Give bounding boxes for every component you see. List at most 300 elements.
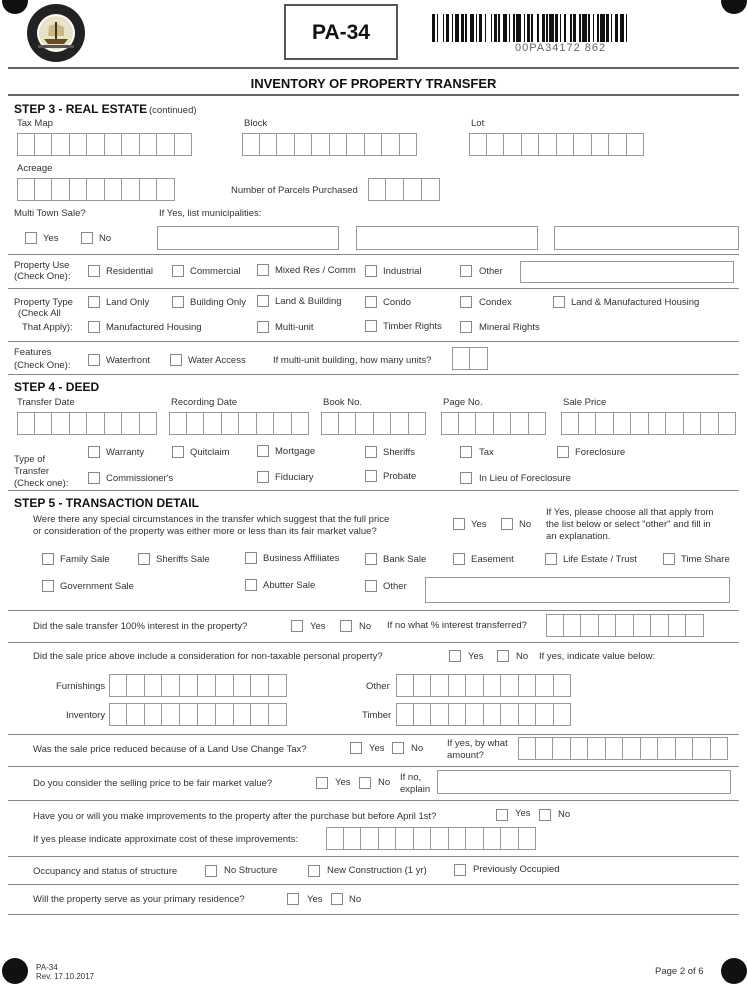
- entry-cell[interactable]: [396, 674, 414, 697]
- q5-text: Do you consider the selling price to be fair market value?: [33, 778, 273, 789]
- deed-sheriffs-checkbox[interactable]: [365, 446, 377, 458]
- entry-cell[interactable]: [145, 703, 163, 726]
- entry-cell[interactable]: [466, 674, 484, 697]
- circ-abutter-checkbox[interactable]: [245, 579, 257, 591]
- entry-cell[interactable]: [470, 347, 488, 370]
- q5-no-checkbox[interactable]: [359, 777, 371, 789]
- entry-cell[interactable]: [711, 737, 729, 760]
- acreage-label: Acreage: [17, 163, 53, 174]
- type-manufactured-checkbox[interactable]: [88, 321, 100, 333]
- entry-cell[interactable]: [105, 412, 123, 435]
- q1-yes-label: Yes: [471, 519, 487, 530]
- q4-no-label: No: [411, 743, 424, 754]
- entry-cell[interactable]: [162, 674, 180, 697]
- entry-cell[interactable]: [676, 737, 694, 760]
- entry-cell[interactable]: [105, 178, 123, 201]
- entry-cell[interactable]: [466, 827, 484, 850]
- type-condo-label: Condo: [383, 297, 411, 308]
- q8-no-label: No: [349, 894, 362, 905]
- barcode-bar: [513, 14, 515, 42]
- step3-heading: STEP 3 - REAL ESTATE: [14, 102, 148, 116]
- q3-no-label: No: [516, 651, 529, 662]
- entry-cell[interactable]: [557, 133, 575, 156]
- entry-cell[interactable]: [109, 674, 127, 697]
- book-no-field[interactable]: [321, 412, 426, 435]
- type-condo-checkbox[interactable]: [365, 296, 377, 308]
- q2-yes-checkbox[interactable]: [291, 620, 303, 632]
- entry-cell[interactable]: [684, 412, 702, 435]
- entry-cell[interactable]: [251, 703, 269, 726]
- type-multi-unit-label: Multi-unit: [275, 322, 314, 333]
- circ-life-estate-checkbox[interactable]: [545, 553, 557, 565]
- barcode-bar: [485, 14, 487, 42]
- entry-cell[interactable]: [651, 614, 669, 637]
- transfer-type-sublabel-1: Transfer: [14, 466, 50, 477]
- occ-no-structure-label: No Structure: [224, 865, 278, 876]
- entry-cell[interactable]: [157, 178, 175, 201]
- entry-cell[interactable]: [574, 133, 592, 156]
- entry-cell[interactable]: [686, 614, 704, 637]
- entry-cell[interactable]: [162, 703, 180, 726]
- entry-cell[interactable]: [260, 133, 278, 156]
- municipality-field-3[interactable]: [554, 226, 739, 250]
- circ-other-field[interactable]: [425, 577, 730, 603]
- circ-easement-checkbox[interactable]: [453, 553, 465, 565]
- entry-cell[interactable]: [666, 412, 684, 435]
- entry-cell[interactable]: [277, 133, 295, 156]
- deed-probate-checkbox[interactable]: [365, 470, 377, 482]
- entry-cell[interactable]: [599, 614, 617, 637]
- circ-business-checkbox[interactable]: [245, 552, 257, 564]
- entry-cell[interactable]: [400, 133, 418, 156]
- entry-cell[interactable]: [592, 133, 610, 156]
- entry-cell[interactable]: [321, 412, 339, 435]
- entry-cell[interactable]: [140, 178, 158, 201]
- entry-cell[interactable]: [396, 703, 414, 726]
- type-condex-checkbox[interactable]: [460, 296, 472, 308]
- entry-cell[interactable]: [414, 674, 432, 697]
- entry-cell[interactable]: [105, 133, 123, 156]
- use-residential-label: Residential: [106, 266, 153, 277]
- entry-cell[interactable]: [17, 412, 35, 435]
- q6-no-checkbox[interactable]: [539, 809, 551, 821]
- entry-cell[interactable]: [539, 133, 557, 156]
- entry-cell[interactable]: [554, 703, 572, 726]
- barcode-bar: [570, 14, 572, 42]
- block-label: Block: [244, 118, 268, 129]
- entry-cell[interactable]: [122, 133, 140, 156]
- entry-cell[interactable]: [361, 827, 379, 850]
- barcode-bar: [611, 14, 613, 42]
- deed-mortgage-checkbox[interactable]: [257, 445, 269, 457]
- municipality-field-1[interactable]: [157, 226, 339, 250]
- transfer-date-field[interactable]: [17, 412, 157, 435]
- entry-cell[interactable]: [484, 674, 502, 697]
- barcode-bar: [573, 14, 576, 42]
- entry-cell[interactable]: [476, 412, 494, 435]
- entry-cell[interactable]: [449, 674, 467, 697]
- entry-cell[interactable]: [554, 674, 572, 697]
- acreage-field[interactable]: [17, 178, 175, 201]
- entry-cell[interactable]: [251, 674, 269, 697]
- entry-cell[interactable]: [35, 412, 53, 435]
- entry-cell[interactable]: [17, 133, 35, 156]
- type-land-manufactured-checkbox[interactable]: [553, 296, 565, 308]
- entry-cell[interactable]: [501, 674, 519, 697]
- barcode-bar: [479, 14, 482, 42]
- entry-cell[interactable]: [627, 133, 645, 156]
- q4-yes-checkbox[interactable]: [350, 742, 362, 754]
- entry-cell[interactable]: [614, 412, 632, 435]
- entry-cell[interactable]: [631, 412, 649, 435]
- entry-cell[interactable]: [649, 412, 667, 435]
- entry-cell[interactable]: [216, 703, 234, 726]
- entry-cell[interactable]: [669, 614, 687, 637]
- q5-yes-checkbox[interactable]: [316, 777, 328, 789]
- circ-bank-label: Bank Sale: [383, 554, 427, 565]
- q5-explain-field[interactable]: [437, 770, 731, 794]
- entry-cell[interactable]: [466, 703, 484, 726]
- entry-cell[interactable]: [518, 737, 536, 760]
- entry-cell[interactable]: [127, 703, 145, 726]
- occ-no-structure-checkbox[interactable]: [205, 865, 217, 877]
- entry-cell[interactable]: [109, 703, 127, 726]
- entry-cell[interactable]: [606, 737, 624, 760]
- q2-percent-field[interactable]: [546, 614, 704, 637]
- entry-cell[interactable]: [484, 827, 502, 850]
- entry-cell[interactable]: [180, 674, 198, 697]
- entry-cell[interactable]: [242, 133, 260, 156]
- entry-cell[interactable]: [140, 133, 158, 156]
- entry-cell[interactable]: [571, 737, 589, 760]
- entry-cell[interactable]: [596, 412, 614, 435]
- multi-town-yes-checkbox[interactable]: [25, 232, 37, 244]
- entry-cell[interactable]: [579, 412, 597, 435]
- use-industrial-checkbox[interactable]: [365, 265, 377, 277]
- entry-cell[interactable]: [616, 614, 634, 637]
- use-other-label: Other: [479, 266, 503, 277]
- circ-time-share-checkbox[interactable]: [663, 553, 675, 565]
- deed-foreclosure-checkbox[interactable]: [557, 446, 569, 458]
- entry-cell[interactable]: [339, 412, 357, 435]
- use-commercial-checkbox[interactable]: [172, 265, 184, 277]
- entry-cell[interactable]: [422, 178, 440, 201]
- entry-cell[interactable]: [449, 827, 467, 850]
- entry-cell[interactable]: [145, 674, 163, 697]
- q1-yes-checkbox[interactable]: [453, 518, 465, 530]
- entry-cell[interactable]: [326, 827, 344, 850]
- entry-cell[interactable]: [414, 703, 432, 726]
- entry-cell[interactable]: [35, 133, 53, 156]
- use-other-field[interactable]: [520, 261, 734, 283]
- entry-cell[interactable]: [452, 347, 470, 370]
- entry-cell[interactable]: [553, 737, 571, 760]
- entry-cell[interactable]: [169, 412, 187, 435]
- q4-amount-field[interactable]: [518, 737, 728, 760]
- q8-text: Will the property serve as your primary residence?: [33, 894, 245, 905]
- property-use-label: Property Use: [14, 260, 70, 271]
- entry-cell[interactable]: [501, 703, 519, 726]
- recording-date-field[interactable]: [169, 412, 309, 435]
- use-other-checkbox[interactable]: [460, 265, 472, 277]
- entry-cell[interactable]: [441, 412, 459, 435]
- entry-cell[interactable]: [87, 133, 105, 156]
- entry-cell[interactable]: [330, 133, 348, 156]
- q1-no-checkbox[interactable]: [501, 518, 513, 530]
- type-land-only-label: Land Only: [106, 297, 150, 308]
- other-value-field[interactable]: [396, 674, 571, 697]
- entry-cell[interactable]: [87, 178, 105, 201]
- deed-fiduciary-checkbox[interactable]: [257, 471, 269, 483]
- entry-cell[interactable]: [234, 703, 252, 726]
- entry-cell[interactable]: [175, 133, 193, 156]
- entry-cell[interactable]: [414, 827, 432, 850]
- entry-cell[interactable]: [35, 178, 53, 201]
- entry-cell[interactable]: [386, 178, 404, 201]
- entry-cell[interactable]: [564, 614, 582, 637]
- q8-no-checkbox[interactable]: [331, 893, 343, 905]
- entry-cell[interactable]: [431, 703, 449, 726]
- q6-no-label: No: [558, 809, 571, 820]
- entry-cell[interactable]: [404, 178, 422, 201]
- entry-cell[interactable]: [487, 133, 505, 156]
- circ-sheriffs-checkbox[interactable]: [138, 553, 150, 565]
- page-no-field[interactable]: [441, 412, 546, 435]
- entry-cell[interactable]: [561, 412, 579, 435]
- entry-cell[interactable]: [382, 133, 400, 156]
- entry-cell[interactable]: [274, 412, 292, 435]
- features-water-access-checkbox[interactable]: [170, 354, 182, 366]
- q3-text: Did the sale price above include a consideration for non-taxable personal property?: [33, 651, 383, 662]
- barcode-bar: [524, 14, 526, 42]
- entry-cell[interactable]: [344, 827, 362, 850]
- entry-cell[interactable]: [292, 412, 310, 435]
- q6-cost-field[interactable]: [326, 827, 536, 850]
- q4-followup-2: amount?: [447, 750, 484, 761]
- entry-cell[interactable]: [449, 703, 467, 726]
- barcode-bar: [452, 14, 454, 42]
- entry-cell[interactable]: [52, 412, 70, 435]
- entry-cell[interactable]: [234, 674, 252, 697]
- lot-label: Lot: [471, 118, 485, 129]
- entry-cell[interactable]: [693, 737, 711, 760]
- sale-price-label: Sale Price: [563, 397, 607, 408]
- entry-cell[interactable]: [546, 614, 564, 637]
- circ-government-checkbox[interactable]: [42, 580, 54, 592]
- municipality-field-2[interactable]: [356, 226, 538, 250]
- entry-cell[interactable]: [140, 412, 158, 435]
- entry-cell[interactable]: [431, 827, 449, 850]
- entry-cell[interactable]: [187, 412, 205, 435]
- q8-yes-checkbox[interactable]: [287, 893, 299, 905]
- q1-line1: Were there any special circumstances in the transfer which suggest that the full price: [33, 514, 390, 525]
- type-building-only-checkbox[interactable]: [172, 296, 184, 308]
- entry-cell[interactable]: [216, 674, 234, 697]
- entry-cell[interactable]: [70, 412, 88, 435]
- entry-cell[interactable]: [239, 412, 257, 435]
- entry-cell[interactable]: [719, 412, 737, 435]
- type-land-only-checkbox[interactable]: [88, 296, 100, 308]
- barcode-bar: [461, 14, 464, 42]
- q4-text: Was the sale price reduced because of a Land Use Change Tax?: [33, 744, 307, 755]
- barcode-number: 00PA34172 862: [515, 42, 607, 54]
- entry-cell[interactable]: [295, 133, 313, 156]
- entry-cell[interactable]: [180, 703, 198, 726]
- entry-cell[interactable]: [396, 827, 414, 850]
- entry-cell[interactable]: [127, 674, 145, 697]
- barcode-bar: [465, 14, 467, 42]
- entry-cell[interactable]: [70, 133, 88, 156]
- parcels-field[interactable]: [368, 178, 440, 201]
- occ-previously-occupied-checkbox[interactable]: [454, 864, 466, 876]
- entry-cell[interactable]: [501, 827, 519, 850]
- entry-cell[interactable]: [269, 703, 287, 726]
- deed-quitclaim-checkbox[interactable]: [172, 446, 184, 458]
- circ-life-estate-label: Life Estate / Trust: [563, 554, 637, 565]
- entry-cell[interactable]: [609, 133, 627, 156]
- entry-cell[interactable]: [157, 133, 175, 156]
- entry-cell[interactable]: [204, 412, 222, 435]
- entry-cell[interactable]: [198, 674, 216, 697]
- entry-cell[interactable]: [431, 674, 449, 697]
- entry-cell[interactable]: [347, 133, 365, 156]
- entry-cell[interactable]: [581, 614, 599, 637]
- transfer-type-label: Type of: [14, 454, 46, 465]
- q3-yes-checkbox[interactable]: [449, 650, 461, 662]
- q5-yes-label: Yes: [335, 777, 351, 788]
- step3-continued: (continued): [149, 105, 197, 116]
- occ-previously-occupied-label: Previously Occupied: [473, 864, 560, 875]
- use-residential-checkbox[interactable]: [88, 265, 100, 277]
- entry-cell[interactable]: [70, 178, 88, 201]
- registration-mark: [721, 958, 747, 984]
- entry-cell[interactable]: [52, 133, 70, 156]
- multi-town-label: Multi Town Sale?: [14, 208, 86, 219]
- entry-cell[interactable]: [519, 827, 537, 850]
- entry-cell[interactable]: [459, 412, 477, 435]
- block-field[interactable]: [242, 133, 417, 156]
- entry-cell[interactable]: [198, 703, 216, 726]
- type-mineral-rights-checkbox[interactable]: [460, 321, 472, 333]
- entry-cell[interactable]: [312, 133, 330, 156]
- entry-cell[interactable]: [257, 412, 275, 435]
- deed-commissioners-checkbox[interactable]: [88, 472, 100, 484]
- lot-field[interactable]: [469, 133, 644, 156]
- q6-yes-checkbox[interactable]: [496, 809, 508, 821]
- entry-cell[interactable]: [504, 133, 522, 156]
- entry-cell[interactable]: [379, 827, 397, 850]
- entry-cell[interactable]: [658, 737, 676, 760]
- q8-yes-label: Yes: [307, 894, 323, 905]
- deed-fiduciary-label: Fiduciary: [275, 472, 314, 483]
- q4-no-checkbox[interactable]: [392, 742, 404, 754]
- barcode-bar: [560, 14, 562, 42]
- entry-cell[interactable]: [368, 178, 386, 201]
- entry-cell[interactable]: [365, 133, 383, 156]
- entry-cell[interactable]: [529, 412, 547, 435]
- barcode-bar: [582, 14, 587, 42]
- deed-warranty-checkbox[interactable]: [88, 446, 100, 458]
- entry-cell[interactable]: [641, 737, 659, 760]
- entry-cell[interactable]: [623, 737, 641, 760]
- furnishings-field[interactable]: [109, 674, 287, 697]
- circ-bank-checkbox[interactable]: [365, 553, 377, 565]
- features-sublabel: (Check One):: [14, 360, 71, 371]
- entry-cell[interactable]: [494, 412, 512, 435]
- entry-cell[interactable]: [409, 412, 427, 435]
- entry-cell[interactable]: [374, 412, 392, 435]
- units-field[interactable]: [452, 347, 488, 370]
- step4-heading: STEP 4 - DEED: [14, 380, 100, 394]
- entry-cell[interactable]: [469, 133, 487, 156]
- type-multi-unit-checkbox[interactable]: [257, 321, 269, 333]
- entry-cell[interactable]: [356, 412, 374, 435]
- tax-map-field[interactable]: [17, 133, 192, 156]
- circ-other-checkbox[interactable]: [365, 580, 377, 592]
- entry-cell[interactable]: [701, 412, 719, 435]
- entry-cell[interactable]: [122, 412, 140, 435]
- features-waterfront-checkbox[interactable]: [88, 354, 100, 366]
- q3-no-checkbox[interactable]: [497, 650, 509, 662]
- circ-family-checkbox[interactable]: [42, 553, 54, 565]
- q2-yes-label: Yes: [310, 621, 326, 632]
- q6-yes-label: Yes: [515, 808, 531, 819]
- q1-line2: or consideration of the property was either more or less than its fair market value?: [33, 526, 377, 537]
- entry-cell[interactable]: [222, 412, 240, 435]
- entry-cell[interactable]: [122, 178, 140, 201]
- entry-cell[interactable]: [634, 614, 652, 637]
- entry-cell[interactable]: [17, 178, 35, 201]
- entry-cell[interactable]: [536, 737, 554, 760]
- entry-cell[interactable]: [52, 178, 70, 201]
- entry-cell[interactable]: [511, 412, 529, 435]
- occ-new-construction-checkbox[interactable]: [308, 865, 320, 877]
- entry-cell[interactable]: [391, 412, 409, 435]
- deed-in-lieu-checkbox[interactable]: [460, 472, 472, 484]
- deed-warranty-label: Warranty: [106, 447, 145, 458]
- type-land-building-checkbox[interactable]: [257, 295, 269, 307]
- barcode-bar: [470, 14, 475, 42]
- barcode-bar: [555, 14, 558, 42]
- sale-price-field[interactable]: [561, 412, 736, 435]
- inventory-field[interactable]: [109, 703, 287, 726]
- use-commercial-label: Commercial: [190, 266, 241, 277]
- q6-text: Have you or will you make improvements to the property after the purchase but before April 1st?: [33, 811, 437, 822]
- tax-map-label: Tax Map: [17, 118, 53, 129]
- entry-cell[interactable]: [522, 133, 540, 156]
- use-mixed-checkbox[interactable]: [257, 264, 269, 276]
- form-code-box: [284, 4, 398, 60]
- entry-cell[interactable]: [87, 412, 105, 435]
- timber-label: Timber: [362, 710, 392, 721]
- type-timber-rights-checkbox[interactable]: [365, 320, 377, 332]
- deed-tax-checkbox[interactable]: [460, 446, 472, 458]
- entry-cell[interactable]: [536, 674, 554, 697]
- timber-field[interactable]: [396, 703, 571, 726]
- entry-cell[interactable]: [519, 703, 537, 726]
- q4-yes-label: Yes: [369, 743, 385, 754]
- entry-cell[interactable]: [519, 674, 537, 697]
- occ-new-construction-label: New Construction (1 yr): [327, 865, 427, 876]
- q2-no-checkbox[interactable]: [340, 620, 352, 632]
- barcode-bar: [537, 14, 539, 42]
- multi-town-no-checkbox[interactable]: [81, 232, 93, 244]
- entry-cell[interactable]: [484, 703, 502, 726]
- entry-cell[interactable]: [536, 703, 554, 726]
- entry-cell[interactable]: [588, 737, 606, 760]
- municipalities-label: If Yes, list municipalities:: [159, 208, 262, 219]
- entry-cell[interactable]: [269, 674, 287, 697]
